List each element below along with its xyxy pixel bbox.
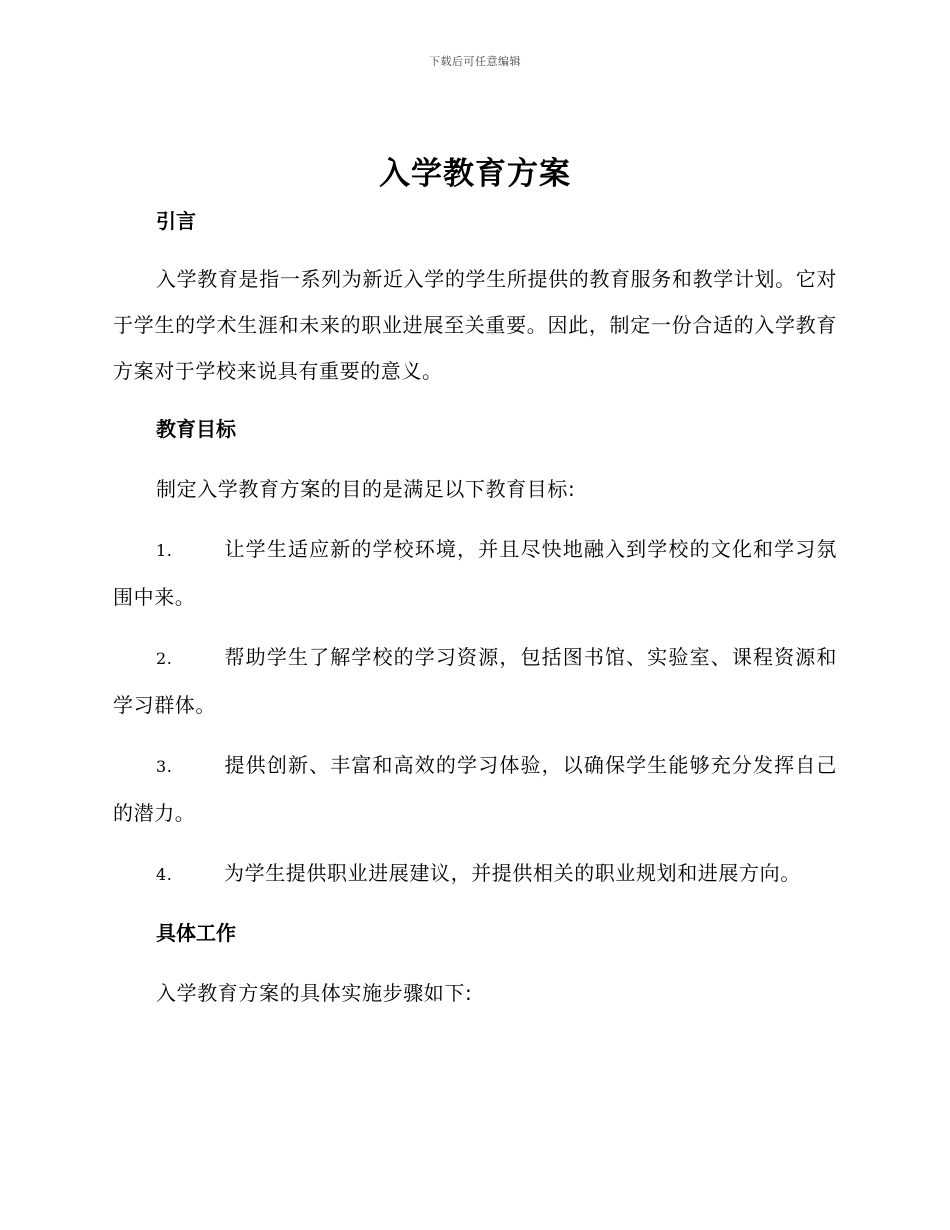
goal-list-item [113, 526, 837, 620]
goal-item-text: 提供创新、丰富和高效的学习体验，以确保学生能够充分发挥自己的潜力。 [113, 753, 837, 825]
work-lead-paragraph: 入学教育方案的具体实施步骤如下: [156, 981, 473, 1005]
goal-item-text: 让学生适应新的学校环境，并且尽快地融入到学校的文化和学习氛围中来。 [113, 537, 837, 609]
section-heading-intro: 引言 [156, 209, 196, 233]
goal-item-number: 1. [156, 541, 173, 560]
goal-item-number: 4. [156, 865, 173, 884]
document-body [113, 198, 837, 1016]
goal-list-item [113, 742, 837, 836]
goals-lead-paragraph: 制定入学教育方案的目的是满足以下教育目标: [156, 477, 576, 501]
goal-item-number: 2. [156, 649, 173, 668]
document-title: 入学教育方案 [379, 156, 571, 192]
intro-paragraph: 入学教育是指一系列为新近入学的学生所提供的教育服务和教学计划。它对于学生的学术生涯和未来的职业进展至关重要。因此，制定一份合适的入学教育方案对于学校来说具有重要的意义。 [113, 267, 837, 383]
goal-item-text: 为学生提供职业进展建议，并提供相关的职业规划和进展方向。 [224, 861, 801, 885]
section-heading-work: 具体工作 [156, 921, 236, 945]
goal-item-number: 3. [156, 757, 173, 776]
goal-list-item [113, 850, 837, 898]
goal-list-item [113, 634, 837, 728]
goal-item-text: 帮助学生了解学校的学习资源，包括图书馆、实验室、课程资源和学习群体。 [113, 645, 837, 717]
section-heading-goals: 教育目标 [156, 417, 236, 441]
header-note: 下载后可任意编辑 [429, 55, 521, 68]
